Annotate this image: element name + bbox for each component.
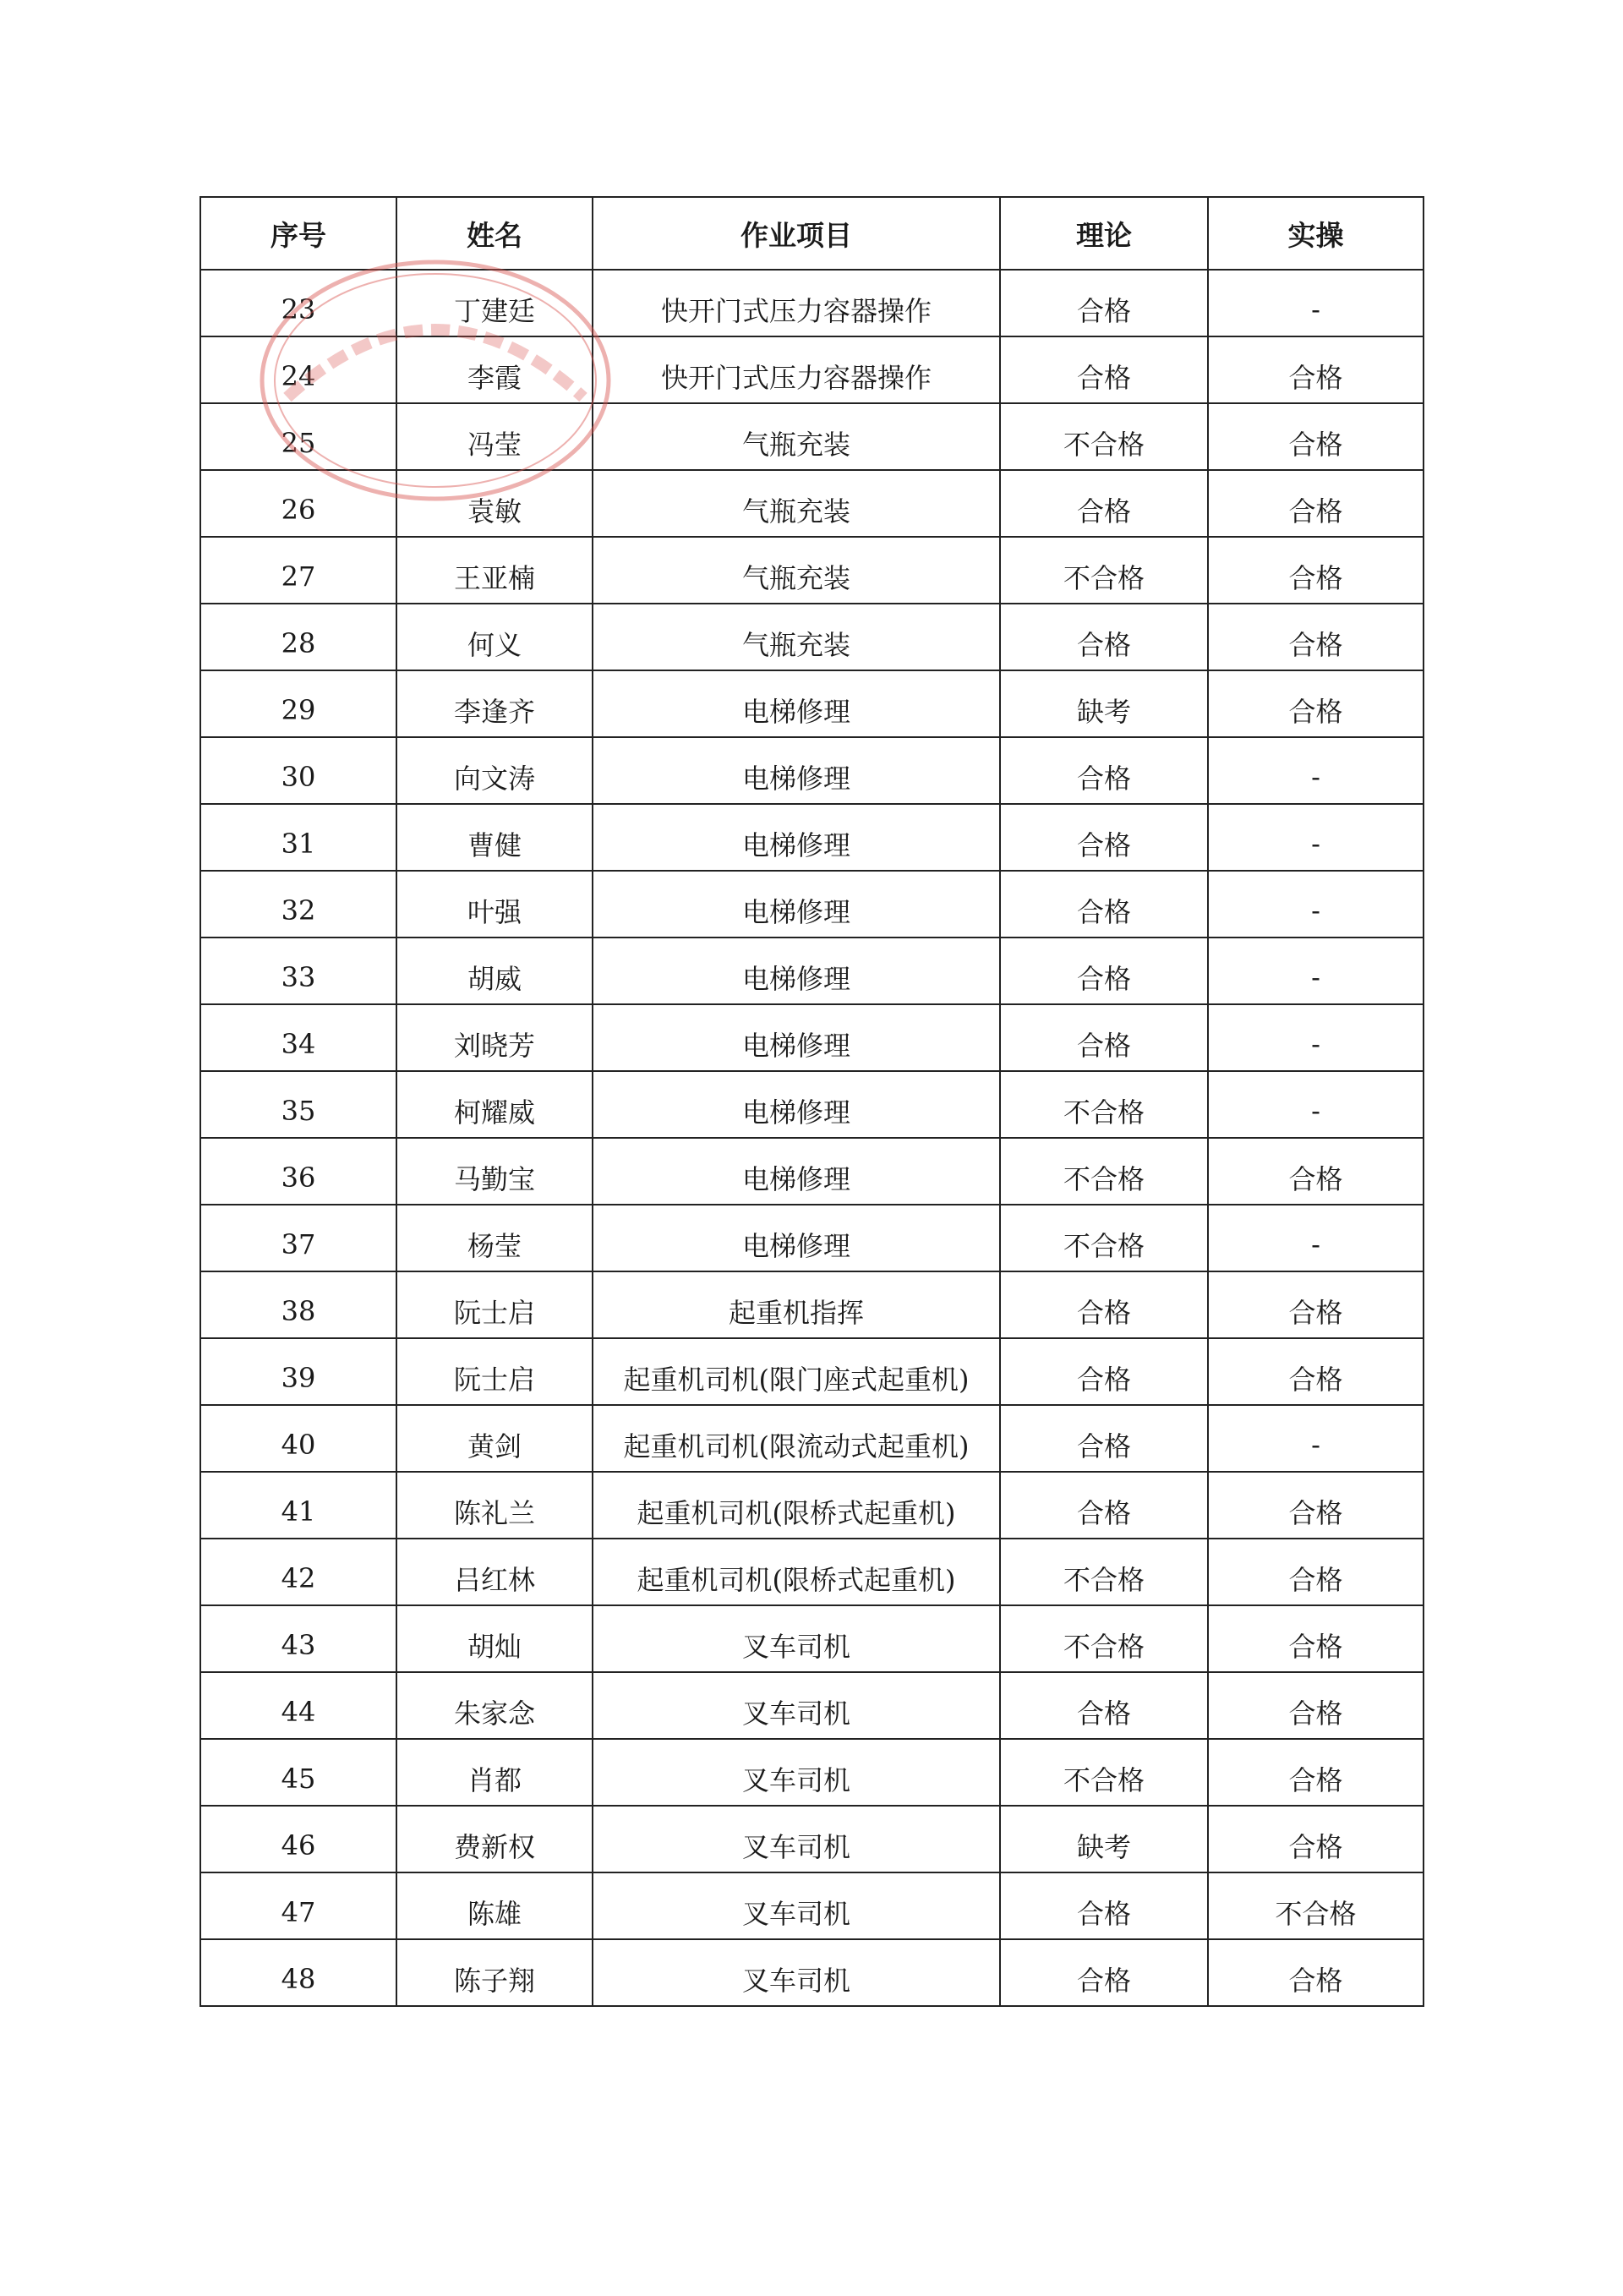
cell-item: 电梯修理: [593, 1205, 1000, 1271]
cell-practice: 合格: [1208, 1271, 1424, 1338]
cell-no: 37: [200, 1205, 396, 1271]
cell-practice: 合格: [1208, 470, 1424, 537]
cell-name: 袁敏: [396, 470, 593, 537]
table-row: [200, 537, 1424, 604]
cell-practice: 合格: [1208, 670, 1424, 737]
cell-item: 起重机司机(限流动式起重机): [593, 1405, 1000, 1472]
header-row: [200, 197, 1424, 270]
cell-item: 起重机司机(限桥式起重机): [593, 1539, 1000, 1605]
cell-theory: 不合格: [1000, 1605, 1208, 1672]
cell-name: 费新权: [396, 1806, 593, 1872]
cell-theory: 不合格: [1000, 1071, 1208, 1138]
cell-no: 43: [200, 1605, 396, 1672]
table-row: [200, 1405, 1424, 1472]
table-row: [200, 1338, 1424, 1405]
cell-theory: 合格: [1000, 804, 1208, 871]
cell-no: 36: [200, 1138, 396, 1205]
results-table: [199, 196, 1424, 2007]
cell-practice: 合格: [1208, 1605, 1424, 1672]
table-row: [200, 1872, 1424, 1939]
cell-name: 朱家念: [396, 1672, 593, 1739]
cell-theory: 合格: [1000, 270, 1208, 336]
table-row: [200, 470, 1424, 537]
cell-item: 电梯修理: [593, 871, 1000, 938]
cell-no: 32: [200, 871, 396, 938]
cell-no: 23: [200, 270, 396, 336]
cell-no: 26: [200, 470, 396, 537]
cell-item: 电梯修理: [593, 1004, 1000, 1071]
cell-practice: 合格: [1208, 1939, 1424, 2006]
cell-practice: -: [1208, 804, 1424, 871]
cell-no: 29: [200, 670, 396, 737]
table-row: [200, 1739, 1424, 1806]
cell-theory: 合格: [1000, 1004, 1208, 1071]
cell-theory: 合格: [1000, 604, 1208, 670]
cell-no: 47: [200, 1872, 396, 1939]
cell-practice: 合格: [1208, 1472, 1424, 1539]
cell-item: 叉车司机: [593, 1872, 1000, 1939]
cell-no: 30: [200, 737, 396, 804]
cell-no: 48: [200, 1939, 396, 2006]
cell-practice: 合格: [1208, 1138, 1424, 1205]
table-row: [200, 1138, 1424, 1205]
cell-practice: -: [1208, 938, 1424, 1004]
cell-practice: 合格: [1208, 1672, 1424, 1739]
cell-item: 电梯修理: [593, 804, 1000, 871]
cell-no: 35: [200, 1071, 396, 1138]
table-row: [200, 737, 1424, 804]
cell-name: 王亚楠: [396, 537, 593, 604]
cell-item: 电梯修理: [593, 670, 1000, 737]
cell-no: 38: [200, 1271, 396, 1338]
cell-name: 陈礼兰: [396, 1472, 593, 1539]
cell-theory: 合格: [1000, 871, 1208, 938]
cell-item: 气瓶充装: [593, 604, 1000, 670]
cell-name: 阮士启: [396, 1271, 593, 1338]
cell-no: 27: [200, 537, 396, 604]
cell-practice: 合格: [1208, 1539, 1424, 1605]
cell-name: 胡威: [396, 938, 593, 1004]
cell-no: 33: [200, 938, 396, 1004]
cell-item: 电梯修理: [593, 1138, 1000, 1205]
results-body: [200, 270, 1424, 2006]
cell-name: 何义: [396, 604, 593, 670]
cell-name: 李逢齐: [396, 670, 593, 737]
cell-item: 起重机司机(限桥式起重机): [593, 1472, 1000, 1539]
header-theory: 理论: [1000, 197, 1208, 270]
table-row: [200, 1605, 1424, 1672]
cell-item: 电梯修理: [593, 737, 1000, 804]
cell-theory: 合格: [1000, 1271, 1208, 1338]
cell-practice: -: [1208, 270, 1424, 336]
cell-name: 曹健: [396, 804, 593, 871]
cell-item: 叉车司机: [593, 1806, 1000, 1872]
cell-name: 胡灿: [396, 1605, 593, 1672]
cell-theory: 合格: [1000, 1939, 1208, 2006]
header-no: 序号: [200, 197, 396, 270]
cell-theory: 不合格: [1000, 1539, 1208, 1605]
table-row: [200, 1071, 1424, 1138]
cell-no: 44: [200, 1672, 396, 1739]
cell-name: 陈子翔: [396, 1939, 593, 2006]
table-row: [200, 403, 1424, 470]
cell-item: 电梯修理: [593, 938, 1000, 1004]
cell-item: 气瓶充装: [593, 403, 1000, 470]
cell-item: 叉车司机: [593, 1939, 1000, 2006]
cell-practice: 合格: [1208, 1806, 1424, 1872]
cell-theory: 缺考: [1000, 1806, 1208, 1872]
cell-name: 马勤宝: [396, 1138, 593, 1205]
cell-practice: 合格: [1208, 1338, 1424, 1405]
cell-name: 吕红林: [396, 1539, 593, 1605]
cell-item: 气瓶充装: [593, 537, 1000, 604]
cell-item: 起重机指挥: [593, 1271, 1000, 1338]
cell-theory: 合格: [1000, 470, 1208, 537]
header-name: 姓名: [396, 197, 593, 270]
table-row: [200, 270, 1424, 336]
cell-practice: -: [1208, 871, 1424, 938]
cell-name: 柯耀威: [396, 1071, 593, 1138]
cell-name: 冯莹: [396, 403, 593, 470]
cell-theory: 缺考: [1000, 670, 1208, 737]
cell-item: 气瓶充装: [593, 470, 1000, 537]
cell-theory: 合格: [1000, 938, 1208, 1004]
cell-no: 39: [200, 1338, 396, 1405]
table-row: [200, 604, 1424, 670]
table-row: [200, 1271, 1424, 1338]
cell-theory: 合格: [1000, 1472, 1208, 1539]
cell-item: 叉车司机: [593, 1672, 1000, 1739]
cell-no: 25: [200, 403, 396, 470]
cell-no: 42: [200, 1539, 396, 1605]
header-item: 作业项目: [593, 197, 1000, 270]
cell-item: 叉车司机: [593, 1605, 1000, 1672]
cell-name: 杨莹: [396, 1205, 593, 1271]
cell-name: 向文涛: [396, 737, 593, 804]
table-row: [200, 871, 1424, 938]
cell-no: 41: [200, 1472, 396, 1539]
cell-name: 陈雄: [396, 1872, 593, 1939]
table-row: [200, 336, 1424, 403]
cell-practice: -: [1208, 1004, 1424, 1071]
cell-practice: 不合格: [1208, 1872, 1424, 1939]
table-row: [200, 1472, 1424, 1539]
cell-practice: 合格: [1208, 336, 1424, 403]
cell-practice: 合格: [1208, 537, 1424, 604]
cell-theory: 合格: [1000, 336, 1208, 403]
table-row: [200, 1672, 1424, 1739]
cell-practice: -: [1208, 737, 1424, 804]
table-row: [200, 938, 1424, 1004]
cell-theory: 不合格: [1000, 1138, 1208, 1205]
cell-no: 40: [200, 1405, 396, 1472]
cell-name: 叶强: [396, 871, 593, 938]
table-row: [200, 1806, 1424, 1872]
header-practice: 实操: [1208, 197, 1424, 270]
results-sheet: [199, 196, 1423, 2007]
cell-name: 肖都: [396, 1739, 593, 1806]
cell-practice: -: [1208, 1071, 1424, 1138]
table-row: [200, 1939, 1424, 2006]
cell-name: 李霞: [396, 336, 593, 403]
cell-item: 叉车司机: [593, 1739, 1000, 1806]
cell-no: 31: [200, 804, 396, 871]
cell-no: 46: [200, 1806, 396, 1872]
table-row: [200, 1205, 1424, 1271]
cell-theory: 合格: [1000, 737, 1208, 804]
table-row: [200, 804, 1424, 871]
cell-item: 起重机司机(限门座式起重机): [593, 1338, 1000, 1405]
cell-practice: -: [1208, 1205, 1424, 1271]
cell-item: 电梯修理: [593, 1071, 1000, 1138]
cell-name: 黄剑: [396, 1405, 593, 1472]
cell-no: 24: [200, 336, 396, 403]
cell-practice: -: [1208, 1405, 1424, 1472]
cell-theory: 不合格: [1000, 1205, 1208, 1271]
cell-item: 快开门式压力容器操作: [593, 270, 1000, 336]
cell-item: 快开门式压力容器操作: [593, 336, 1000, 403]
cell-no: 45: [200, 1739, 396, 1806]
cell-theory: 合格: [1000, 1338, 1208, 1405]
table-row: [200, 1004, 1424, 1071]
cell-name: 刘晓芳: [396, 1004, 593, 1071]
cell-theory: 合格: [1000, 1672, 1208, 1739]
cell-theory: 不合格: [1000, 1739, 1208, 1806]
cell-theory: 合格: [1000, 1405, 1208, 1472]
cell-name: 丁建廷: [396, 270, 593, 336]
cell-name: 阮士启: [396, 1338, 593, 1405]
cell-practice: 合格: [1208, 1739, 1424, 1806]
cell-theory: 合格: [1000, 1872, 1208, 1939]
cell-no: 28: [200, 604, 396, 670]
cell-practice: 合格: [1208, 604, 1424, 670]
table-row: [200, 670, 1424, 737]
cell-practice: 合格: [1208, 403, 1424, 470]
cell-theory: 不合格: [1000, 537, 1208, 604]
table-row: [200, 1539, 1424, 1605]
cell-theory: 不合格: [1000, 403, 1208, 470]
cell-no: 34: [200, 1004, 396, 1071]
